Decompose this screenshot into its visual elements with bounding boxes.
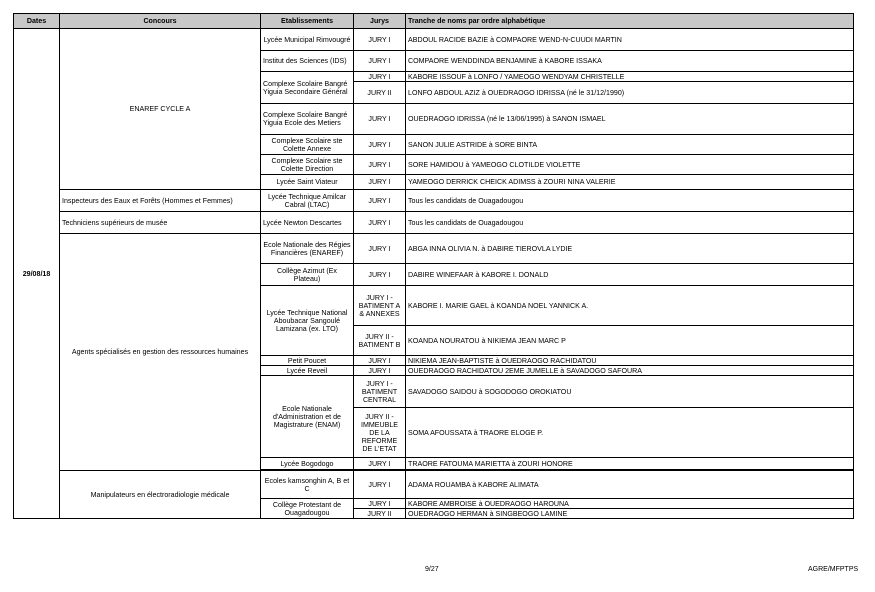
etab-cell: Institut des Sciences (IDS) <box>261 51 354 72</box>
jury-cell: JURY I <box>354 155 406 175</box>
concours-agents-rh: Agents spécialisés en gestion des ressources humaines <box>60 234 261 471</box>
tranche-cell: SAVADOGO SAIDOU à SOGODOGO OROKIATOU <box>406 376 854 408</box>
tranche-cell: OUEDRAOGO RACHIDATOU 2EME JUMELLE à SAVADOGO SAFOURA <box>406 366 854 376</box>
jury-cell: JURY I <box>354 51 406 72</box>
etab-cell: Collège Azimut (Ex Plateau) <box>261 264 354 286</box>
tranche-cell: TRAORE FATOUMA MARIETTA à ZOURI HONORE <box>406 458 854 470</box>
tranche-cell: KABORE ISSOUF à LONFO / YAMEOGO WENDYAM CHRISTELLE <box>406 72 854 82</box>
jury-cell: JURY I <box>354 190 406 212</box>
tranche-cell: YAMEOGO DERRICK CHEICK ADIMSS à ZOURI NINA VALERIE <box>406 175 854 190</box>
jury-cell: JURY I <box>354 458 406 470</box>
jury-cell: JURY I <box>354 104 406 135</box>
header-row <box>14 14 854 29</box>
etab-cell: Lycée Technique Amilcar Cabral (LTAC) <box>261 190 354 212</box>
jury-cell: JURY I <box>354 72 406 82</box>
jury-cell: JURY I - BATIMENT CENTRAL <box>354 376 406 408</box>
concours-enaref: ENAREF CYCLE A <box>60 29 261 190</box>
jury-cell: JURY I <box>354 366 406 376</box>
tranche-cell: OUEDRAOGO HERMAN à SINGBEOGO LAMINE <box>406 509 854 519</box>
header-tranche: Tranche de noms par ordre alphabétique <box>406 14 854 29</box>
etab-cell: Lycée Technique National Aboubacar Sangoulé Lamizana (ex. LTO) <box>261 286 354 356</box>
etab-cell: Ecole Nationale des Régies Financières (ENAREF) <box>261 234 354 264</box>
jury-cell: JURY I <box>354 499 406 509</box>
jury-cell: JURY I <box>354 175 406 190</box>
jury-cell: JURY I <box>354 356 406 366</box>
tranche-cell: SANON JULIE ASTRIDE à SORE BINTA <box>406 135 854 155</box>
date-cell: 29/08/18 <box>14 29 60 519</box>
tranche-cell: Tous les candidats de Ouagadougou <box>406 212 854 234</box>
concours-eaux-forets: Inspecteurs des Eaux et Forêts (Hommes et Femmes) <box>60 190 261 212</box>
page-number: 9/27 <box>425 566 439 573</box>
tranche-cell: SORE HAMIDOU à YAMEOGO CLOTILDE VIOLETTE <box>406 155 854 175</box>
jury-cell: JURY I - BATIMENT A & ANNEXES <box>354 286 406 326</box>
header-concours: Concours <box>60 14 261 29</box>
header-etablissements: Etablissements <box>261 14 354 29</box>
tranche-cell: OUEDRAOGO IDRISSA (né le 13/06/1995) à SANON ISMAEL <box>406 104 854 135</box>
jury-cell: JURY I <box>354 234 406 264</box>
concours-manipulateurs: Manipulateurs en électroradiologie médicale <box>60 471 261 519</box>
table-row <box>14 234 854 264</box>
etab-cell: Lycée Saint Viateur <box>261 175 354 190</box>
etab-cell: Ecoles kamsonghin A, B et C <box>261 471 354 499</box>
header-dates: Dates <box>14 14 60 29</box>
tranche-cell: ABGA INNA OLIVIA N. à DABIRE TIEROVLA LYDIE <box>406 234 854 264</box>
tranche-cell: LONFO ABDOUL AZIZ à OUEDRAOGO IDRISSA (né le 31/12/1990) <box>406 82 854 104</box>
jury-cell: JURY I <box>354 135 406 155</box>
etab-cell: Lycée Reveil <box>261 366 354 376</box>
tranche-cell: NIKIEMA JEAN-BAPTISTE à OUEDRAOGO RACHIDATOU <box>406 356 854 366</box>
etab-cell: Collège Protestant de Ouagadougou <box>261 499 354 519</box>
tranche-cell: COMPAORE WENDDINDA BENJAMINE à KABORE ISSAKA <box>406 51 854 72</box>
tranche-cell: Tous les candidats de Ouagadougou <box>406 190 854 212</box>
etab-cell: Petit Poucet <box>261 356 354 366</box>
jury-cell: JURY I <box>354 264 406 286</box>
tranche-cell: ADAMA ROUAMBA à KABORE ALIMATA <box>406 471 854 499</box>
etab-cell: Lycée Bogodogo <box>261 458 354 470</box>
etab-cell: Complexe Scolaire ste Colette Direction <box>261 155 354 175</box>
etab-cell: Ecole Nationale d'Administration et de Magistrature (ENAM) <box>261 376 354 458</box>
table-row <box>14 29 854 51</box>
jury-cell: JURY II - IMMEUBLE DE LA REFORME DE L'ETAT <box>354 408 406 458</box>
jury-cell: JURY I <box>354 212 406 234</box>
etab-cell: Complexe Scolaire Bangré Yiguia Ecole des Metiers <box>261 104 354 135</box>
tranche-cell: DABIRE WINEFAAR à KABORE I. DONALD <box>406 264 854 286</box>
header-jurys: Jurys <box>354 14 406 29</box>
tranche-cell: KABORE I. MARIE GAEL à KOANDA NOEL YANNICK A. <box>406 286 854 326</box>
jury-cell: JURY II - BATIMENT B <box>354 326 406 356</box>
table-row <box>14 212 854 234</box>
table-row <box>14 190 854 212</box>
jury-cell: JURY I <box>354 29 406 51</box>
footer-org: AGRE/MFPTPS <box>808 566 859 573</box>
jury-cell: JURY II <box>354 509 406 519</box>
table-row <box>14 471 854 499</box>
etab-cell: Lycée Newton Descartes <box>261 212 354 234</box>
jury-cell: JURY I <box>354 471 406 499</box>
tranche-cell: KABORE AMBROISE à OUEDRAOGO HAROUNA <box>406 499 854 509</box>
schedule-table <box>13 13 854 519</box>
tranche-cell: SOMA AFOUSSATA à TRAORE ELOGE P. <box>406 408 854 458</box>
etab-cell: Lycée Municipal Rimvougré <box>261 29 354 51</box>
concours-musee: Techniciens supérieurs de musée <box>60 212 261 234</box>
etab-cell: Complexe Scolaire ste Colette Annexe <box>261 135 354 155</box>
tranche-cell: KOANDA NOURATOU à NIKIEMA JEAN MARC P <box>406 326 854 356</box>
etab-cell: Complexe Scolaire Bangré Yiguia Secondaire Général <box>261 72 354 104</box>
tranche-cell: ABDOUL RACIDE BAZIE à COMPAORE WEND-N-CUUDI MARTIN <box>406 29 854 51</box>
jury-cell: JURY II <box>354 82 406 104</box>
